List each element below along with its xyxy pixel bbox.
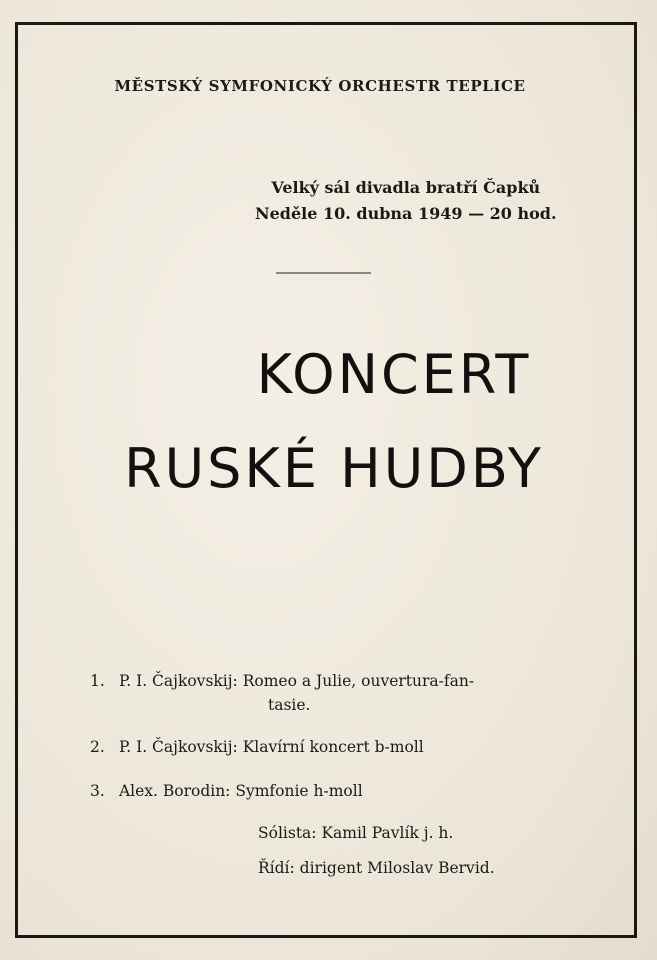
soloist-credit: Sólista: Kamil Pavlík j. h.	[258, 824, 454, 842]
title-line-1: KONCERT	[256, 343, 532, 406]
program-item	[90, 669, 474, 693]
orchestra-name: MĚSTSKÝ SYMFONICKÝ ORCHESTR TEPLICE	[114, 77, 526, 95]
title-line-2: RUSKÉ HUDBY	[124, 437, 544, 500]
program-item	[90, 779, 363, 803]
program-item-continuation: tasie.	[268, 696, 311, 714]
program-item-number: 3.	[90, 782, 105, 800]
poster-frame	[15, 22, 637, 938]
divider-line	[276, 272, 371, 274]
program-item-text: P. I. Čajkovskij: Klavírní koncert b-moll	[118, 738, 424, 756]
venue-block	[255, 175, 557, 227]
venue-name: Velký sál divadla bratří Čapků	[271, 178, 541, 197]
program-item-number: 2.	[90, 738, 105, 756]
conductor-credit: Řídí: dirigent Miloslav Bervid.	[258, 859, 495, 877]
program-item-number: 1.	[90, 672, 105, 690]
program-item-text: P. I. Čajkovskij: Romeo a Julie, ouvertura-fan-	[118, 672, 475, 690]
program-item	[90, 735, 424, 759]
program-item-text: Alex. Borodin: Symfonie h-moll	[118, 782, 363, 800]
concert-date: Neděle 10. dubna 1949 — 20 hod.	[255, 204, 557, 223]
